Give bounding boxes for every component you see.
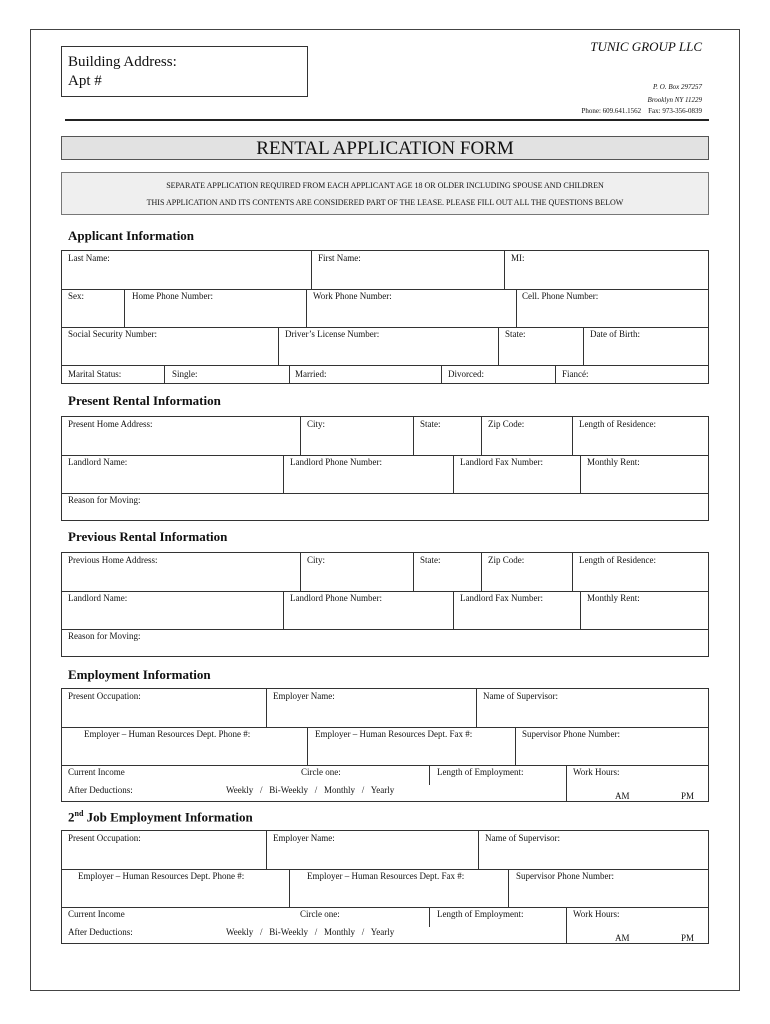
col-divider — [504, 251, 505, 289]
col-divider — [429, 765, 430, 785]
present-length-field[interactable]: Length of Residence: — [579, 419, 656, 429]
building-address-box[interactable] — [61, 46, 308, 97]
present-rental-section-title: Present Rental Information — [68, 393, 221, 408]
row-divider — [62, 765, 708, 766]
col-divider — [476, 689, 477, 727]
work-hours-field[interactable]: Work Hours: — [573, 767, 620, 777]
col-divider — [266, 689, 267, 727]
present-state-field[interactable]: State: — [420, 419, 441, 429]
am-option[interactable]: AM — [615, 791, 630, 801]
col-divider — [515, 727, 516, 765]
employment-table — [61, 688, 709, 802]
col-divider — [441, 365, 442, 384]
previous-reason-field[interactable]: Reason for Moving: — [68, 631, 141, 641]
notice-box — [61, 172, 709, 215]
previous-landlord-phone-field[interactable]: Landlord Phone Number: — [290, 593, 382, 603]
col-divider — [283, 591, 284, 629]
second-occupation-field[interactable]: Present Occupation: — [68, 833, 141, 843]
row-divider — [62, 493, 708, 494]
previous-rental-table — [61, 552, 709, 657]
last-name-field[interactable]: Last Name: — [68, 253, 110, 263]
apt-label: Apt # — [68, 73, 102, 89]
pay-period-options[interactable]: Weekly / Bi-Weekly / Monthly / Yearly — [226, 785, 395, 795]
city-line: Brooklyn NY 11229 — [647, 96, 702, 104]
present-landlord-name-field[interactable]: Landlord Name: — [68, 457, 128, 467]
second-job-title-rest: Job Employment Information — [83, 809, 253, 825]
col-divider — [572, 553, 573, 591]
col-divider — [555, 365, 556, 384]
second-current-income-label: Current Income — [68, 909, 125, 919]
mi-field[interactable]: MI: — [511, 253, 525, 263]
marital-status-label: Marital Status: — [68, 369, 122, 379]
form-title: RENTAL APPLICATION FORM — [61, 136, 709, 160]
col-divider — [429, 907, 430, 927]
divorced-option[interactable]: Divorced: — [448, 369, 484, 379]
second-am-option[interactable]: AM — [615, 933, 630, 943]
row-divider — [62, 629, 708, 630]
col-divider — [306, 289, 307, 327]
po-box: P. O. Box 297257 — [652, 83, 702, 91]
present-landlord-fax-field[interactable]: Landlord Fax Number: — [460, 457, 543, 467]
row-divider — [62, 727, 708, 728]
supervisor-phone-field[interactable]: Supervisor Phone Number: — [522, 729, 620, 739]
col-divider — [580, 591, 581, 629]
second-supervisor-name-field[interactable]: Name of Supervisor: — [485, 833, 560, 843]
row-divider — [62, 455, 708, 456]
col-divider — [289, 869, 290, 907]
col-divider — [289, 365, 290, 384]
col-divider — [566, 765, 567, 802]
previous-length-field[interactable]: Length of Residence: — [579, 555, 656, 565]
drivers-license-field[interactable]: Driver’s License Number: — [285, 329, 380, 339]
first-name-field[interactable]: First Name: — [318, 253, 361, 263]
second-length-employment-field[interactable]: Length of Employment: — [437, 909, 524, 919]
present-monthly-rent-field[interactable]: Monthly Rent: — [587, 457, 640, 467]
second-work-hours-field[interactable]: Work Hours: — [573, 909, 620, 919]
fiance-option[interactable]: Fiancé: — [562, 369, 589, 379]
col-divider — [583, 327, 584, 365]
state-field[interactable]: State: — [505, 329, 526, 339]
col-divider — [516, 289, 517, 327]
col-divider — [311, 251, 312, 289]
applicant-table — [61, 250, 709, 384]
col-divider — [413, 553, 414, 591]
employer-name-field[interactable]: Employer Name: — [273, 691, 335, 701]
circle-one-label: Circle one: — [301, 767, 341, 777]
col-divider — [300, 417, 301, 455]
row-divider — [62, 907, 708, 908]
second-pay-period-options[interactable]: Weekly / Bi-Weekly / Monthly / Yearly — [226, 927, 395, 937]
header-divider — [65, 119, 709, 121]
length-employment-field[interactable]: Length of Employment: — [437, 767, 524, 777]
second-job-table — [61, 830, 709, 944]
second-circle-one-label: Circle one: — [300, 909, 340, 919]
second-job-title-prefix: 2 — [68, 809, 75, 825]
after-deductions-field[interactable]: After Deductions: — [68, 785, 133, 795]
employment-section-title: Employment Information — [68, 667, 211, 682]
col-divider — [481, 417, 482, 455]
row-divider — [62, 591, 708, 592]
home-phone-field[interactable]: Home Phone Number: — [132, 291, 213, 301]
second-pm-option[interactable]: PM — [681, 933, 695, 943]
cell-phone-field[interactable]: Cell. Phone Number: — [522, 291, 599, 301]
col-divider — [413, 417, 414, 455]
work-phone-field[interactable]: Work Phone Number: — [313, 291, 392, 301]
present-city-field[interactable]: City: — [307, 419, 326, 429]
col-divider — [478, 831, 479, 869]
applicant-section-title: Applicant Information — [68, 228, 195, 243]
second-hr-fax-field[interactable]: Employer – Human Resources Dept. Fax #: — [307, 871, 465, 881]
col-divider — [300, 553, 301, 591]
previous-landlord-fax-field[interactable]: Landlord Fax Number: — [460, 593, 543, 603]
second-hr-phone-field[interactable]: Employer – Human Resources Dept. Phone #: — [78, 871, 245, 881]
row-divider — [62, 365, 708, 366]
col-divider — [278, 327, 279, 365]
col-divider — [572, 417, 573, 455]
row-divider — [62, 869, 708, 870]
col-divider — [124, 289, 125, 327]
previous-state-field[interactable]: State: — [420, 555, 441, 565]
occupation-field[interactable]: Present Occupation: — [68, 691, 141, 701]
col-divider — [283, 455, 284, 493]
col-divider — [566, 907, 567, 944]
col-divider — [453, 455, 454, 493]
dob-field[interactable]: Date of Birth: — [590, 329, 640, 339]
col-divider — [498, 327, 499, 365]
second-employer-name-field[interactable]: Employer Name: — [273, 833, 335, 843]
previous-rental-section-title: Previous Rental Information — [68, 529, 228, 544]
hr-fax-field[interactable]: Employer – Human Resources Dept. Fax #: — [315, 729, 473, 739]
second-job-section-title — [68, 809, 253, 825]
second-after-deductions-field[interactable]: After Deductions: — [68, 927, 133, 937]
row-divider — [62, 327, 708, 328]
present-rental-table — [61, 416, 709, 521]
notice-line-1: SEPARATE APPLICATION REQUIRED FROM EACH APPLICANT AGE 18 OR OLDER INCLUDING SPOUSE AND CHILDREN — [166, 181, 604, 190]
col-divider — [580, 455, 581, 493]
ssn-field[interactable]: Social Security Number: — [68, 329, 157, 339]
second-supervisor-phone-field[interactable]: Supervisor Phone Number: — [516, 871, 614, 881]
row-divider — [62, 289, 708, 290]
notice-line-2: THIS APPLICATION AND ITS CONTENTS ARE CONSIDERED PART OF THE LEASE. PLEASE FILL OUT ALL THE QUESTIONS BELOW — [146, 198, 624, 207]
married-option[interactable]: Married: — [295, 369, 327, 379]
supervisor-name-field[interactable]: Name of Supervisor: — [483, 691, 558, 701]
present-landlord-phone-field[interactable]: Landlord Phone Number: — [290, 457, 382, 467]
previous-landlord-name-field[interactable]: Landlord Name: — [68, 593, 128, 603]
previous-address-field[interactable]: Previous Home Address: — [68, 555, 158, 565]
income-row-spacer — [62, 785, 566, 802]
present-reason-field[interactable]: Reason for Moving: — [68, 495, 141, 505]
second-job-title-sup: nd — [74, 809, 84, 818]
present-zip-field[interactable]: Zip Code: — [488, 419, 525, 429]
phone-fax: Phone: 609.641.1562 Fax: 973-356-0839 — [581, 107, 702, 115]
col-divider — [508, 869, 509, 907]
sex-field[interactable]: Sex: — [68, 291, 85, 301]
present-address-field[interactable]: Present Home Address: — [68, 419, 153, 429]
company-name: TUNIC GROUP LLC — [590, 39, 702, 54]
single-option[interactable]: Single: — [172, 369, 198, 379]
hr-phone-field[interactable]: Employer – Human Resources Dept. Phone #: — [84, 729, 251, 739]
pm-option[interactable]: PM — [681, 791, 695, 801]
col-divider — [481, 553, 482, 591]
col-divider — [266, 831, 267, 869]
current-income-label: Current Income — [68, 767, 125, 777]
col-divider — [307, 727, 308, 765]
col-divider — [164, 365, 165, 384]
col-divider — [453, 591, 454, 629]
previous-monthly-rent-field[interactable]: Monthly Rent: — [587, 593, 640, 603]
building-address-label: Building Address: — [68, 54, 177, 70]
previous-zip-field[interactable]: Zip Code: — [488, 555, 525, 565]
previous-city-field[interactable]: City: — [307, 555, 326, 565]
